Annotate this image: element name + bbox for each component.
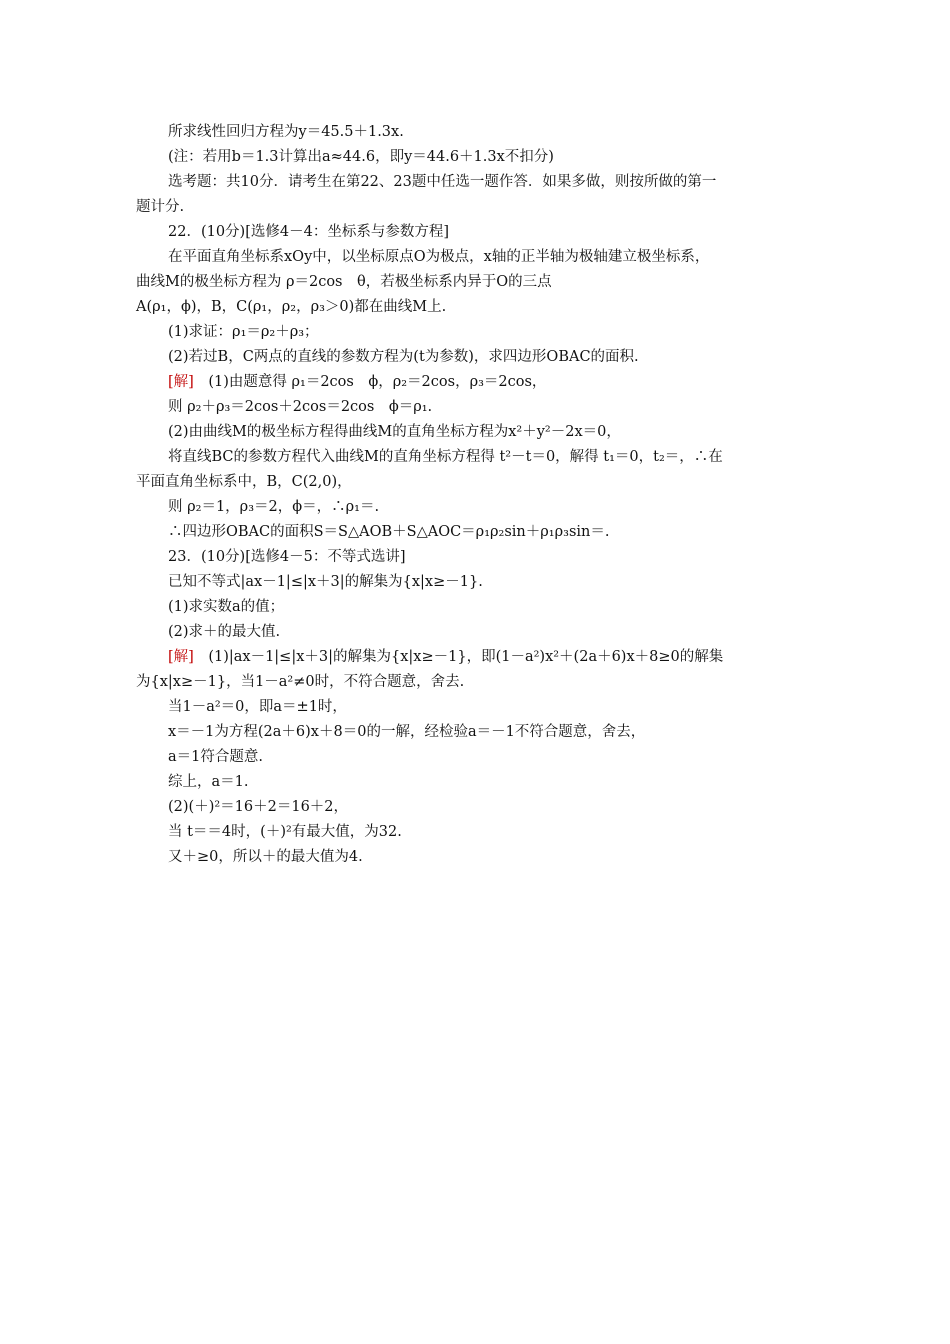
text-line (136, 645, 816, 670)
line-text: 题计分. (136, 199, 185, 215)
line-text: 综上，a＝1. (168, 774, 249, 790)
line-text: 当1－a²＝0，即a＝±1时， (168, 699, 347, 715)
line-text: ∴四边形OBAC的面积S＝S△AOB＋S△AOC＝ρ₁ρ₂sin＋ρ₁ρ₃sin＝. (168, 524, 610, 540)
line-text: 22．(10分)[选修4－4：坐标系与参数方程] (168, 224, 449, 240)
text-line (136, 670, 816, 695)
text-line (136, 620, 816, 645)
line-text: 在平面直角坐标系xOy中，以坐标原点O为极点，x轴的正半轴为极轴建立极坐标系， (168, 249, 710, 265)
line-text: 将直线BC的参数方程代入曲线M的直角坐标方程得 t²－t＝0，解得 t₁＝0，t₂＝，∴在 (168, 449, 723, 465)
text-line (136, 420, 816, 445)
line-text: (2)由曲线M的极坐标方程得曲线M的直角坐标方程为x²＋y²－2x＝0， (168, 424, 621, 440)
text-line (136, 495, 816, 520)
text-line (136, 595, 816, 620)
text-line (136, 170, 816, 195)
line-text: (2)求＋的最大值. (168, 624, 281, 640)
line-text: x＝－1为方程(2a＋6)x＋8＝0的一解，经检验a＝－1不符合题意，舍去， (168, 724, 646, 740)
line-text: 则 ρ₂＋ρ₃＝2cos＋2cos＝2cos ϕ＝ρ₁. (168, 399, 433, 415)
text-line (136, 270, 816, 295)
line-text: (1)由题意得 ρ₁＝2cos ϕ，ρ₂＝2cos，ρ₃＝2cos， (193, 374, 547, 390)
line-text: 为{x|x≥－1}，当1－a²≠0时，不符合题意，舍去. (136, 674, 465, 690)
text-line (136, 545, 816, 570)
text-line (136, 795, 816, 820)
line-text: 当 t＝＝4时，(＋)²有最大值，为32. (168, 824, 402, 840)
text-line (136, 845, 816, 870)
solution-tag: [解] (168, 649, 194, 665)
text-line (136, 295, 816, 320)
text-line (136, 470, 816, 495)
text-line (136, 745, 816, 770)
line-text: (1)求证：ρ₁＝ρ₂＋ρ₃； (168, 324, 319, 340)
line-text: (1)|ax－1|≤|x＋3|的解集为{x|x≥－1}，即(1－a²)x²＋(2a＋6)x＋8≥0的解集 (193, 649, 724, 665)
text-line (136, 445, 816, 470)
text-line (136, 770, 816, 795)
line-text: 所求线性回归方程为y＝45.5＋1.3x. (168, 124, 404, 140)
line-text: 选考题：共10分．请考生在第22、23题中任选一题作答．如果多做，则按所做的第一 (168, 174, 717, 190)
text-line (136, 395, 816, 420)
line-text: A(ρ₁，ϕ)，B，C(ρ₁，ρ₂，ρ₃＞0)都在曲线M上. (136, 299, 447, 315)
line-text: (注：若用b＝1.3计算出a≈44.6，即y＝44.6＋1.3x不扣分) (168, 149, 554, 165)
text-line (136, 320, 816, 345)
line-text: (2)若过B，C两点的直线的参数方程为(t为参数)，求四边形OBAC的面积. (168, 349, 639, 365)
text-line (136, 720, 816, 745)
line-text: 曲线M的极坐标方程为 ρ＝2cos θ，若极坐标系内异于O的三点 (136, 274, 552, 290)
line-text: (2)(＋)²＝16＋2＝16＋2， (168, 799, 349, 815)
document-body (136, 120, 816, 870)
text-line (136, 220, 816, 245)
line-text: 23．(10分)[选修4－5：不等式选讲] (168, 549, 406, 565)
text-line (136, 370, 816, 395)
text-line (136, 345, 816, 370)
text-line (136, 145, 816, 170)
text-line (136, 195, 816, 220)
line-text: 又＋≥0，所以＋的最大值为4. (168, 849, 363, 865)
text-line (136, 820, 816, 845)
line-text: 已知不等式|ax－1|≤|x＋3|的解集为{x|x≥－1}. (168, 574, 483, 590)
text-line (136, 520, 816, 545)
line-text: 平面直角坐标系中，B，C(2,0)， (136, 474, 352, 490)
line-text: (1)求实数a的值； (168, 599, 285, 615)
line-text: a＝1符合题意. (168, 749, 263, 765)
solution-tag: [解] (168, 374, 194, 390)
text-line (136, 120, 816, 145)
text-line (136, 695, 816, 720)
text-line (136, 245, 816, 270)
text-line (136, 570, 816, 595)
line-text: 则 ρ₂＝1，ρ₃＝2，ϕ＝，∴ρ₁＝. (168, 499, 380, 515)
